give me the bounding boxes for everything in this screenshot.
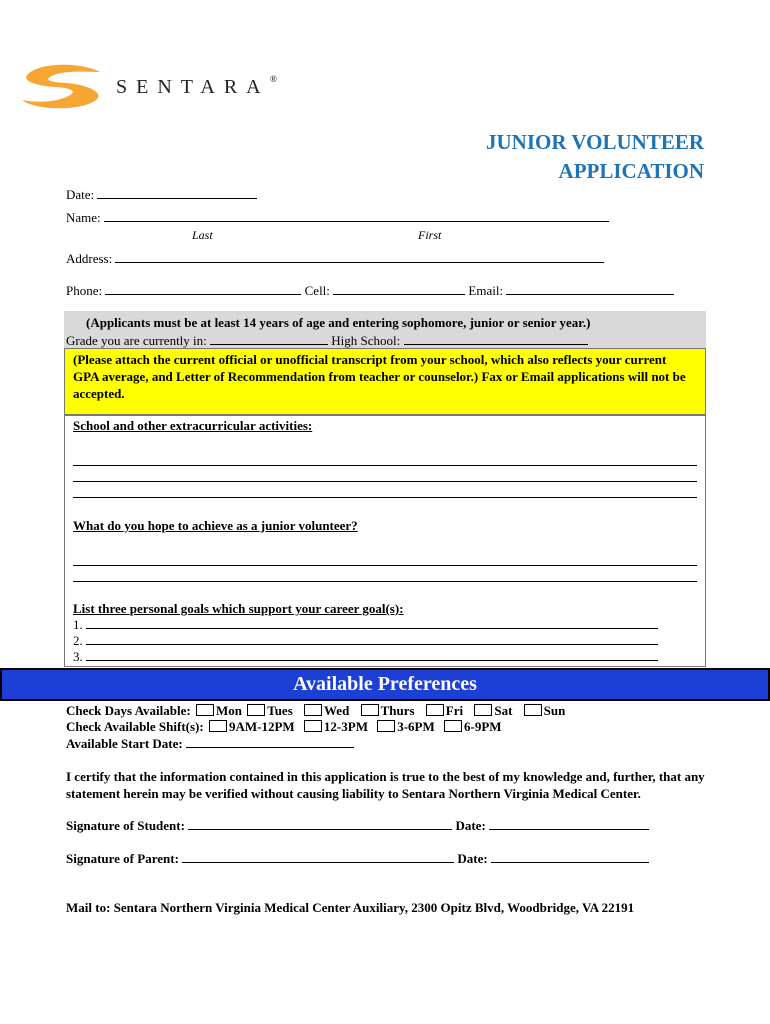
day-tues-checkbox[interactable] bbox=[247, 704, 265, 716]
parent-signature-row bbox=[66, 851, 649, 867]
student-signature-field[interactable] bbox=[188, 829, 452, 830]
parent-date-label: Date: bbox=[457, 851, 488, 866]
address-label: Address: bbox=[66, 251, 113, 266]
email-label: Email: bbox=[468, 283, 504, 298]
phone-row bbox=[66, 283, 674, 299]
grade-label: Grade you are currently in: bbox=[66, 333, 207, 348]
day-sat-checkbox[interactable] bbox=[474, 704, 492, 716]
day-tues-label: Tues bbox=[267, 703, 293, 718]
cell-field[interactable] bbox=[333, 294, 465, 295]
mailing-address: Mail to: Sentara Northern Virginia Medical Center Auxiliary, 2300 Opitz Blvd, Woodbridge, VA 22191 bbox=[66, 900, 635, 915]
shifts-label: Check Available Shift(s): bbox=[66, 719, 204, 734]
achieve-question: What do you hope to achieve as a junior volunteer? bbox=[73, 518, 358, 533]
achieve-answer-lines[interactable] bbox=[73, 550, 697, 582]
goal-3-field[interactable] bbox=[86, 660, 658, 661]
address-field[interactable] bbox=[115, 262, 604, 263]
start-date-field[interactable] bbox=[186, 747, 354, 748]
answer-line[interactable] bbox=[73, 566, 697, 582]
high-school-field[interactable] bbox=[404, 344, 588, 345]
day-mon-checkbox[interactable] bbox=[196, 704, 214, 716]
answer-line[interactable] bbox=[73, 482, 697, 498]
registered-mark: ® bbox=[270, 74, 277, 84]
student-date-label: Date: bbox=[455, 818, 486, 833]
title-line-1: JUNIOR VOLUNTEER bbox=[486, 130, 704, 154]
address-row bbox=[66, 251, 604, 267]
goal-2-field[interactable] bbox=[86, 644, 658, 645]
activities-question: School and other extracurricular activities: bbox=[73, 418, 313, 433]
parent-date-field[interactable] bbox=[491, 862, 649, 863]
start-date-label: Available Start Date: bbox=[66, 736, 183, 751]
student-signature-row bbox=[66, 818, 649, 834]
email-field[interactable] bbox=[506, 294, 674, 295]
day-fri-label: Fri bbox=[445, 703, 464, 718]
transcript-notice: (Please attach the current official or unofficial transcript from your school, which also reflects your current GPA average, and Letter of Recommendation from teacher or counselor.) Fax or Email applications will not be accepted. bbox=[73, 352, 686, 401]
date-field[interactable] bbox=[97, 198, 257, 199]
shift-6-9pm-label: 6-9PM bbox=[464, 719, 502, 734]
goal-3-row bbox=[73, 649, 658, 665]
parent-signature-label: Signature of Parent: bbox=[66, 851, 179, 866]
shift-9am-12pm-label: 9AM-12PM bbox=[228, 719, 295, 734]
parent-signature-field[interactable] bbox=[182, 862, 454, 863]
answer-line[interactable] bbox=[73, 450, 697, 466]
shift-9am-12pm-checkbox[interactable] bbox=[209, 720, 227, 732]
shift-3-6pm-label: 3-6PM bbox=[397, 719, 435, 734]
name-field[interactable] bbox=[104, 221, 609, 222]
day-thurs-label: Thurs bbox=[380, 703, 415, 718]
last-caption: Last bbox=[192, 228, 213, 242]
days-row bbox=[66, 703, 565, 719]
shift-12-3pm-checkbox[interactable] bbox=[304, 720, 322, 732]
date-row bbox=[66, 187, 257, 203]
shift-3-6pm-checkbox[interactable] bbox=[377, 720, 395, 732]
start-date-row bbox=[66, 736, 354, 752]
day-fri-checkbox[interactable] bbox=[426, 704, 444, 716]
day-sun-label: Sun bbox=[543, 703, 566, 718]
shift-12-3pm-label: 12-3PM bbox=[323, 719, 368, 734]
shifts-row bbox=[66, 719, 502, 735]
goal-1-row bbox=[73, 617, 658, 633]
day-wed-label: Wed bbox=[324, 703, 350, 718]
first-caption: First bbox=[418, 228, 442, 242]
grade-row bbox=[66, 333, 588, 349]
answer-line[interactable] bbox=[73, 466, 697, 482]
date-label: Date: bbox=[66, 187, 95, 202]
age-requirement-note: (Applicants must be at least 14 years of age and entering sophomore, junior or senior year.) bbox=[86, 315, 591, 330]
day-wed-checkbox[interactable] bbox=[304, 704, 322, 716]
day-mon-label: Mon bbox=[215, 703, 242, 718]
sentara-wordmark: SENTARA bbox=[116, 76, 270, 98]
phone-field[interactable] bbox=[105, 294, 301, 295]
title-line-2: APPLICATION bbox=[558, 159, 704, 183]
sentara-swoosh-icon bbox=[20, 64, 104, 110]
preferences-heading: Available Preferences bbox=[293, 673, 477, 695]
day-thurs-checkbox[interactable] bbox=[361, 704, 379, 716]
shift-6-9pm-checkbox[interactable] bbox=[444, 720, 462, 732]
student-signature-label: Signature of Student: bbox=[66, 818, 185, 833]
goal-number: 2. bbox=[73, 633, 83, 648]
answer-line[interactable] bbox=[73, 550, 697, 566]
phone-label: Phone: bbox=[66, 283, 103, 298]
name-label: Name: bbox=[66, 210, 101, 225]
certification-statement: I certify that the information contained in this application is true to the best of my knowledge and, further, that any statement herein may be verified without causing liability to Sentara Northern Virginia Medical Center. bbox=[66, 769, 705, 801]
goal-2-row bbox=[73, 633, 658, 649]
goal-1-field[interactable] bbox=[86, 628, 658, 629]
high-school-label: High School: bbox=[331, 333, 401, 348]
goal-number: 3. bbox=[73, 649, 83, 664]
goal-number: 1. bbox=[73, 617, 83, 632]
grade-field[interactable] bbox=[210, 344, 328, 345]
days-label: Check Days Available: bbox=[66, 703, 191, 718]
cell-label: Cell: bbox=[304, 283, 330, 298]
form-title bbox=[486, 128, 704, 186]
name-row bbox=[66, 210, 609, 226]
sentara-logo bbox=[20, 64, 290, 114]
activities-answer-lines[interactable] bbox=[73, 450, 697, 498]
goals-question: List three personal goals which support your career goal(s): bbox=[73, 601, 404, 616]
student-date-field[interactable] bbox=[489, 829, 649, 830]
day-sat-label: Sat bbox=[494, 703, 513, 718]
day-sun-checkbox[interactable] bbox=[524, 704, 542, 716]
